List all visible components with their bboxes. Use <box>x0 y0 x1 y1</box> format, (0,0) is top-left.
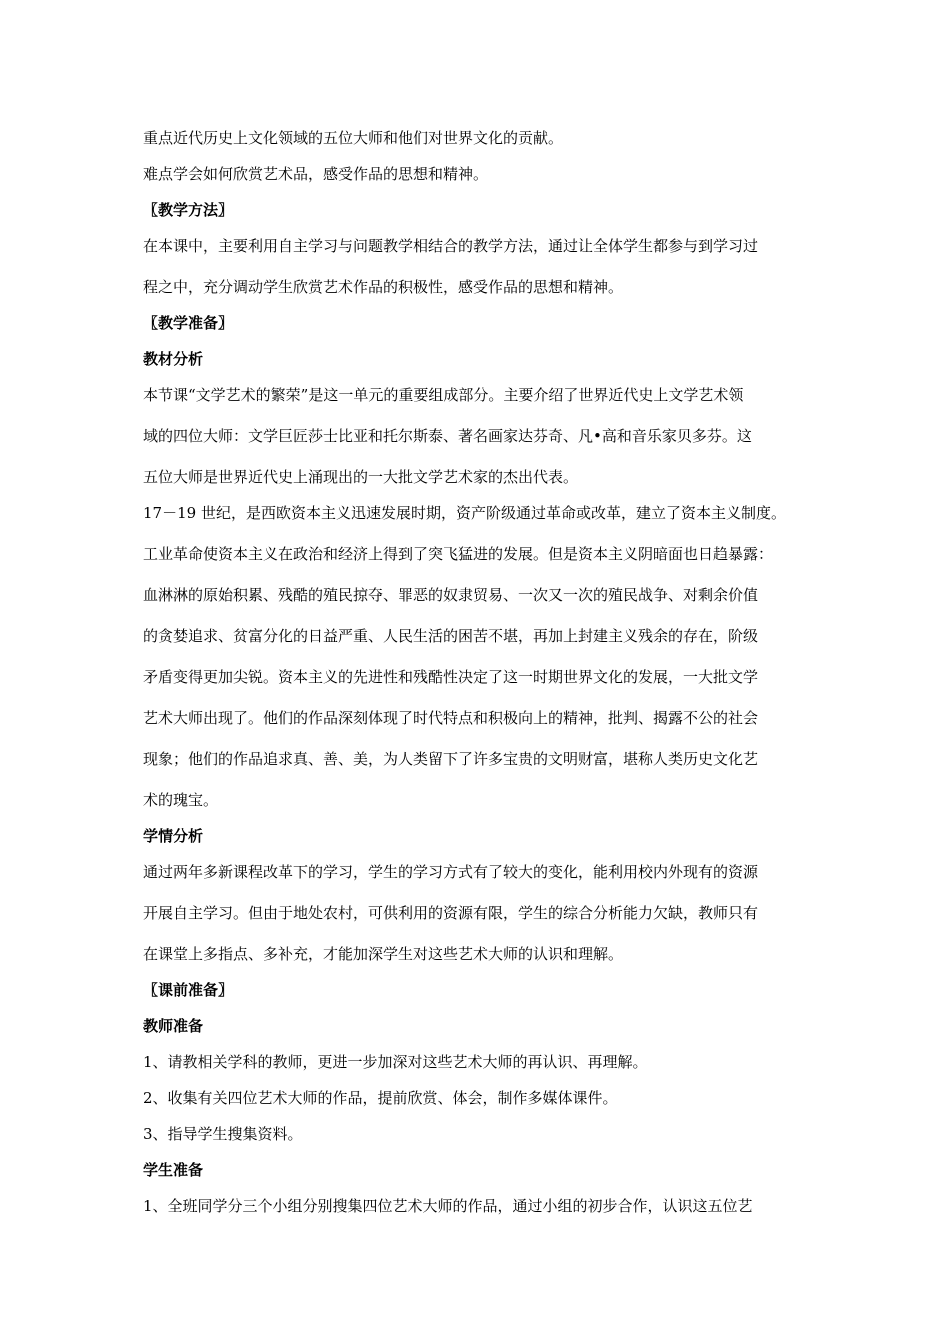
paragraph-line: 本节课“文学艺术的繁荣”是这一单元的重要组成部分。主要介绍了世界近代史上文学艺术领 <box>143 386 744 404</box>
subheading-student-analysis: 学情分析 <box>143 827 204 845</box>
list-item: 2、收集有关四位艺术大师的作品，提前欣赏、体会，制作多媒体课件。 <box>143 1089 618 1107</box>
paragraph-line: 通过两年多新课程改革下的学习，学生的学习方式有了较大的变化，能利用校内外现有的资源 <box>143 863 759 881</box>
subheading-student-preparation: 学生准备 <box>143 1161 204 1179</box>
paragraph-line: 程之中，充分调动学生欣赏艺术作品的积极性，感受作品的思想和精神。 <box>143 278 624 296</box>
key-point-line: 重点近代历史上文化领域的五位大师和他们对世界文化的贡献。 <box>143 129 564 147</box>
section-heading-teaching-preparation: 〖教学准备〗 <box>143 314 234 332</box>
paragraph-line: 在本课中，主要利用自主学习与问题教学相结合的教学方法，通过让全体学生都参与到学习过 <box>143 237 759 255</box>
difficulty-line: 难点学会如何欣赏艺术品，感受作品的思想和精神。 <box>143 165 489 183</box>
list-item: 1、请教相关学科的教师，更进一步加深对这些艺术大师的再认识、再理解。 <box>143 1053 648 1071</box>
section-heading-teaching-method: 〖教学方法〗 <box>143 201 234 219</box>
paragraph-line: 术的瑰宝。 <box>143 791 219 809</box>
paragraph-line: 开展自主学习。但由于地处农村，可供利用的资源有限，学生的综合分析能力欠缺，教师只有 <box>143 904 759 922</box>
subheading-textbook-analysis: 教材分析 <box>143 350 204 368</box>
paragraph-line: 艺术大师出现了。他们的作品深刻体现了时代特点和积极向上的精神，批判、揭露不公的社会 <box>143 709 759 727</box>
section-heading-pre-class-preparation: 〖课前准备〗 <box>143 981 234 999</box>
paragraph-line: 血淋淋的原始积累、残酷的殖民掠夺、罪恶的奴隶贸易、一次又一次的殖民战争、对剩余价值 <box>143 586 759 604</box>
paragraph-line: 域的四位大师：文学巨匠莎士比亚和托尔斯泰、著名画家达芬奇、凡•高和音乐家贝多芬。这 <box>143 427 752 445</box>
list-item: 1、全班同学分三个小组分别搜集四位艺术大师的作品，通过小组的初步合作，认识这五位艺 <box>143 1197 753 1215</box>
paragraph-line: 五位大师是世界近代史上涌现出的一大批文学艺术家的杰出代表。 <box>143 468 579 486</box>
paragraph-line: 工业革命使资本主义在政治和经济上得到了突飞猛进的发展。但是资本主义阴暗面也日趋暴露： <box>143 545 774 563</box>
list-item: 3、指导学生搜集资料。 <box>143 1125 303 1143</box>
paragraph-line: 矛盾变得更加尖锐。资本主义的先进性和残酷性决定了这一时期世界文化的发展，一大批文学 <box>143 668 759 686</box>
paragraph-line: 17－19 世纪，是西欧资本主义迅速发展时期，资产阶级通过革命或改革，建立了资本主义制度。 <box>143 504 786 522</box>
paragraph-line: 在课堂上多指点、多补充，才能加深学生对这些艺术大师的认识和理解。 <box>143 945 624 963</box>
subheading-teacher-preparation: 教师准备 <box>143 1017 204 1035</box>
paragraph-line: 的贪婪追求、贫富分化的日益严重、人民生活的困苦不堪，再加上封建主义残余的存在，阶级 <box>143 627 759 645</box>
paragraph-line: 现象；他们的作品追求真、善、美，为人类留下了许多宝贵的文明财富，堪称人类历史文化艺 <box>143 750 759 768</box>
